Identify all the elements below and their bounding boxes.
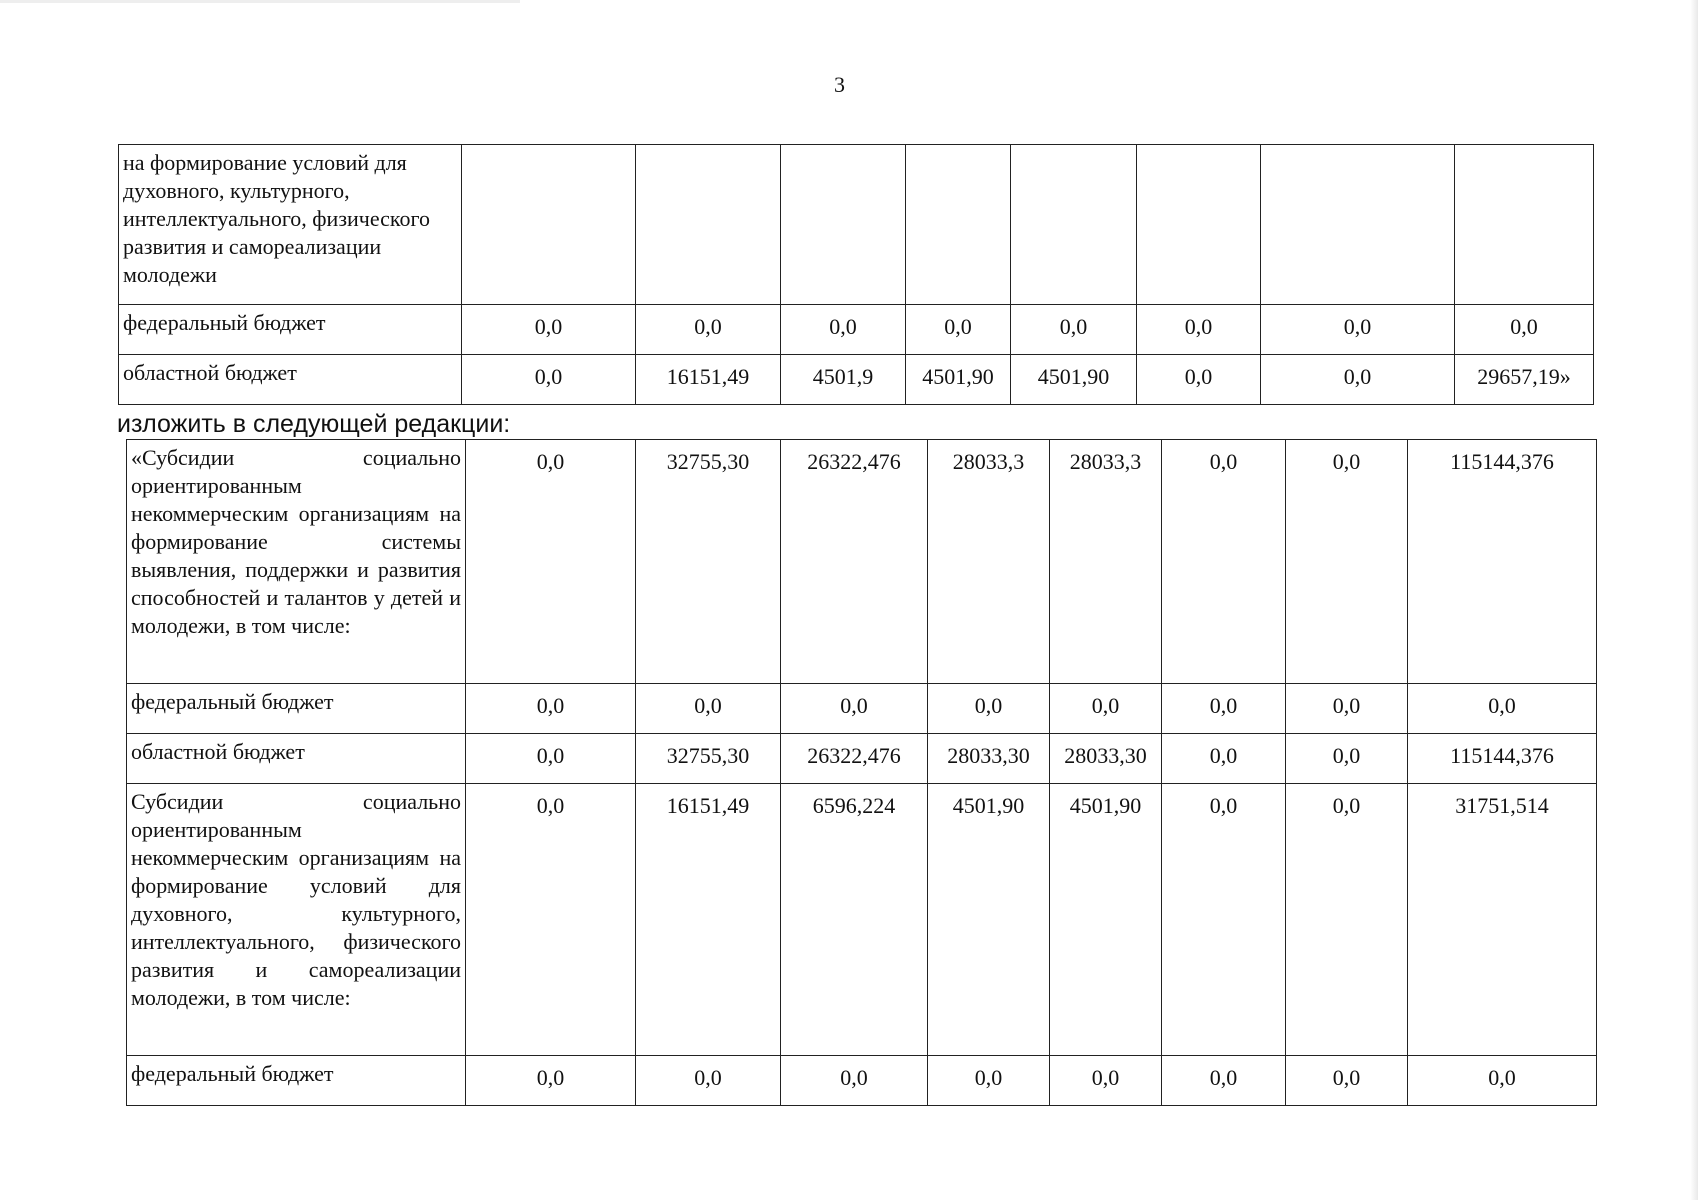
cell-value bbox=[781, 145, 906, 305]
cell-value: 0,0 bbox=[466, 684, 636, 734]
cell-value: 0,0 bbox=[636, 1056, 781, 1106]
cell-value: 0,0 bbox=[1011, 305, 1137, 355]
cell-value: 0,0 bbox=[636, 684, 781, 734]
cell-value: 28033,30 bbox=[928, 734, 1050, 784]
table-row bbox=[119, 355, 1594, 405]
table-row bbox=[119, 305, 1594, 355]
row-label: областной бюджет bbox=[119, 355, 462, 405]
table-row bbox=[127, 784, 1597, 1056]
cell-value: 4501,90 bbox=[1011, 355, 1137, 405]
table-row bbox=[127, 440, 1597, 684]
row-label: «Субсидии социально ориентированным некоммерческим организациям на формирование системы выявления, поддержки и развития способностей и талантов у детей и молодежи, в том числе: bbox=[127, 440, 466, 684]
cell-value: 28033,3 bbox=[928, 440, 1050, 684]
cell-value: 28033,3 bbox=[1050, 440, 1162, 684]
cell-value: 31751,514 bbox=[1408, 784, 1597, 1056]
cell-value: 0,0 bbox=[1162, 784, 1286, 1056]
cell-value: 0,0 bbox=[636, 305, 781, 355]
cell-value: 4501,90 bbox=[1050, 784, 1162, 1056]
cell-value: 115144,376 bbox=[1408, 734, 1597, 784]
cell-value: 0,0 bbox=[1162, 734, 1286, 784]
cell-value: 0,0 bbox=[466, 734, 636, 784]
cell-value: 115144,376 bbox=[1408, 440, 1597, 684]
cell-value: 0,0 bbox=[1408, 684, 1597, 734]
cell-value: 0,0 bbox=[1286, 440, 1408, 684]
cell-value: 26322,476 bbox=[781, 734, 928, 784]
page-number: 3 bbox=[834, 72, 845, 97]
cell-value: 0,0 bbox=[928, 1056, 1050, 1106]
cell-value: 0,0 bbox=[466, 440, 636, 684]
cell-value: 0,0 bbox=[1286, 784, 1408, 1056]
cell-value bbox=[1137, 145, 1261, 305]
cell-value: 0,0 bbox=[1286, 734, 1408, 784]
cell-value: 0,0 bbox=[1162, 1056, 1286, 1106]
row-label: Субсидии социально ориентированным некоммерческим организациям на формирование условий для духовного, культурного, интеллектуального, физического развития и самореализации молодежи, в том числе: bbox=[127, 784, 466, 1056]
cell-value: 0,0 bbox=[462, 355, 636, 405]
cell-value: 4501,90 bbox=[928, 784, 1050, 1056]
row-label: федеральный бюджет bbox=[119, 305, 462, 355]
table-row bbox=[127, 1056, 1597, 1106]
cell-value: 0,0 bbox=[466, 1056, 636, 1106]
row-label: федеральный бюджет bbox=[127, 684, 466, 734]
cell-value: 29657,19» bbox=[1455, 355, 1594, 405]
cell-value: 6596,224 bbox=[781, 784, 928, 1056]
table-row bbox=[127, 684, 1597, 734]
cell-value: 0,0 bbox=[1408, 1056, 1597, 1106]
table-old bbox=[118, 144, 1594, 405]
cell-value: 0,0 bbox=[1455, 305, 1594, 355]
cell-value: 28033,30 bbox=[1050, 734, 1162, 784]
cell-value: 16151,49 bbox=[636, 784, 781, 1056]
cell-value: 0,0 bbox=[1162, 440, 1286, 684]
cell-value: 0,0 bbox=[1261, 355, 1455, 405]
cell-value: 0,0 bbox=[1050, 684, 1162, 734]
row-label: федеральный бюджет bbox=[127, 1056, 466, 1106]
cell-value: 4501,9 bbox=[781, 355, 906, 405]
cell-value: 0,0 bbox=[1261, 305, 1455, 355]
cell-value: 0,0 bbox=[781, 1056, 928, 1106]
table-row bbox=[119, 145, 1594, 305]
cell-value: 0,0 bbox=[1050, 1056, 1162, 1106]
row-label: на формирование условий для духовного, культурного, интеллектуального, физического развития и самореализации молодежи bbox=[119, 145, 462, 305]
cell-value: 0,0 bbox=[928, 684, 1050, 734]
cell-value: 0,0 bbox=[1162, 684, 1286, 734]
scan-artifact-edge bbox=[1690, 0, 1698, 1200]
row-label: областной бюджет bbox=[127, 734, 466, 784]
table-new bbox=[126, 439, 1597, 1106]
cell-value bbox=[636, 145, 781, 305]
cell-value: 0,0 bbox=[462, 305, 636, 355]
cell-value: 16151,49 bbox=[636, 355, 781, 405]
scan-artifact-top bbox=[0, 0, 520, 3]
cell-value: 0,0 bbox=[1286, 1056, 1408, 1106]
cell-value: 32755,30 bbox=[636, 440, 781, 684]
cell-value bbox=[1455, 145, 1594, 305]
cell-value: 0,0 bbox=[1137, 355, 1261, 405]
cell-value: 32755,30 bbox=[636, 734, 781, 784]
cell-value bbox=[462, 145, 636, 305]
cell-value: 0,0 bbox=[1286, 684, 1408, 734]
table-row bbox=[127, 734, 1597, 784]
cell-value bbox=[1261, 145, 1455, 305]
cell-value bbox=[906, 145, 1011, 305]
cell-value: 0,0 bbox=[781, 684, 928, 734]
cell-value: 4501,90 bbox=[906, 355, 1011, 405]
cell-value: 0,0 bbox=[1137, 305, 1261, 355]
cell-value: 0,0 bbox=[781, 305, 906, 355]
edit-instruction: изложить в следующей редакции: bbox=[117, 410, 511, 438]
cell-value: 0,0 bbox=[466, 784, 636, 1056]
cell-value: 0,0 bbox=[906, 305, 1011, 355]
cell-value: 26322,476 bbox=[781, 440, 928, 684]
cell-value bbox=[1011, 145, 1137, 305]
